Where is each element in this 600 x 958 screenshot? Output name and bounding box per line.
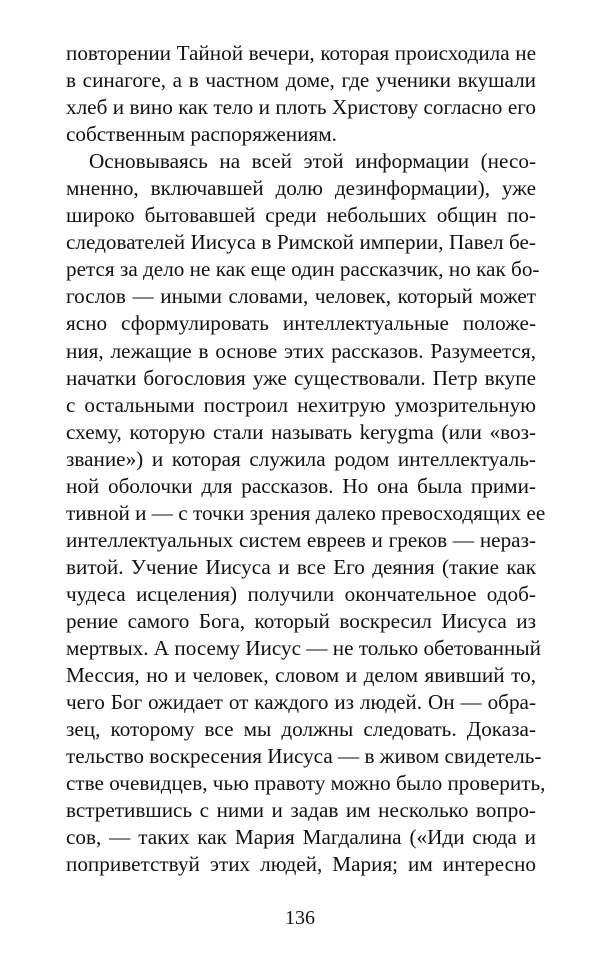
page-number: 136 <box>285 907 315 929</box>
text-line: с остальными построил нехитрую умозрительную <box>66 392 536 417</box>
text-line: начатки богословия уже существовали. Петр вкупе <box>66 365 536 390</box>
text-line: мненно, включавшей долю дезинформации), уже <box>66 176 536 201</box>
text-line: стве очевидцев, чью правоту можно было проверить, <box>66 771 546 796</box>
text-line: в синагоге, а в частном доме, где ученики вкушали <box>66 68 536 93</box>
text-line: хлеб и вино как тело и плоть Христову согласно его <box>66 95 536 120</box>
text-line: ной оболочки для рассказов. Но она была прими- <box>66 473 536 498</box>
paragraph-1 <box>66 40 536 148</box>
text-line: Мессия, но и человек, словом и делом явивший то, <box>66 663 536 688</box>
text-line: поприветствуй этих людей, Мария; им интересно <box>66 852 536 877</box>
text-line: рение самого Бога, который воскресил Иисуса из <box>66 608 536 633</box>
text-line: встретившись с ними и задав им несколько вопро- <box>66 798 536 823</box>
text-line: рется за дело не как еще один рассказчик, но как бо- <box>66 257 540 282</box>
text-line: ясно сформулировать интеллектуальные положе- <box>66 311 536 336</box>
text-line: гослов — иными словами, человек, который может <box>66 284 536 309</box>
text-line: собственным распоряжениям. <box>66 122 337 147</box>
body-text <box>66 40 546 878</box>
text-line: витой. Учение Иисуса и все Его деяния (такие как <box>66 554 536 579</box>
text-line: звание») и которая служила родом интеллектуаль- <box>66 446 536 471</box>
text-line: схему, которую стали называть kerygma (или «воз- <box>66 419 536 444</box>
text-line: тельство воскресения Иисуса — в живом свидетель- <box>66 744 542 769</box>
text-line: широко бытовавшей среди небольших общин по- <box>66 203 536 228</box>
text-line: мертвых. А посему Иисус — не только обетованный <box>66 636 541 661</box>
text-line: повторении Тайной вечери, которая происходила не <box>66 41 536 65</box>
paragraph-2 <box>66 148 546 878</box>
text-line: интеллектуальных систем евреев и греков — нераз- <box>66 527 536 552</box>
text-line: следователей Иисуса в Римской империи, Павел бе- <box>66 230 536 255</box>
text-line: Основываясь на всей этой информации (несо- <box>89 149 536 174</box>
text-line: зец, которому все мы должны следовать. Доказа- <box>66 717 536 742</box>
text-line: ния, лежащие в основе этих рассказов. Разумеется, <box>66 338 536 363</box>
text-line: тивной и — с точки зрения далеко превосходящих ее <box>66 500 546 525</box>
text-line: чудеса исцеления) получили окончательное одоб- <box>66 581 536 606</box>
text-line: чего Бог ожидает от каждого из людей. Он — обра- <box>66 690 536 715</box>
text-line: сов, — таких как Мария Магдалина («Иди сюда и <box>66 825 536 850</box>
